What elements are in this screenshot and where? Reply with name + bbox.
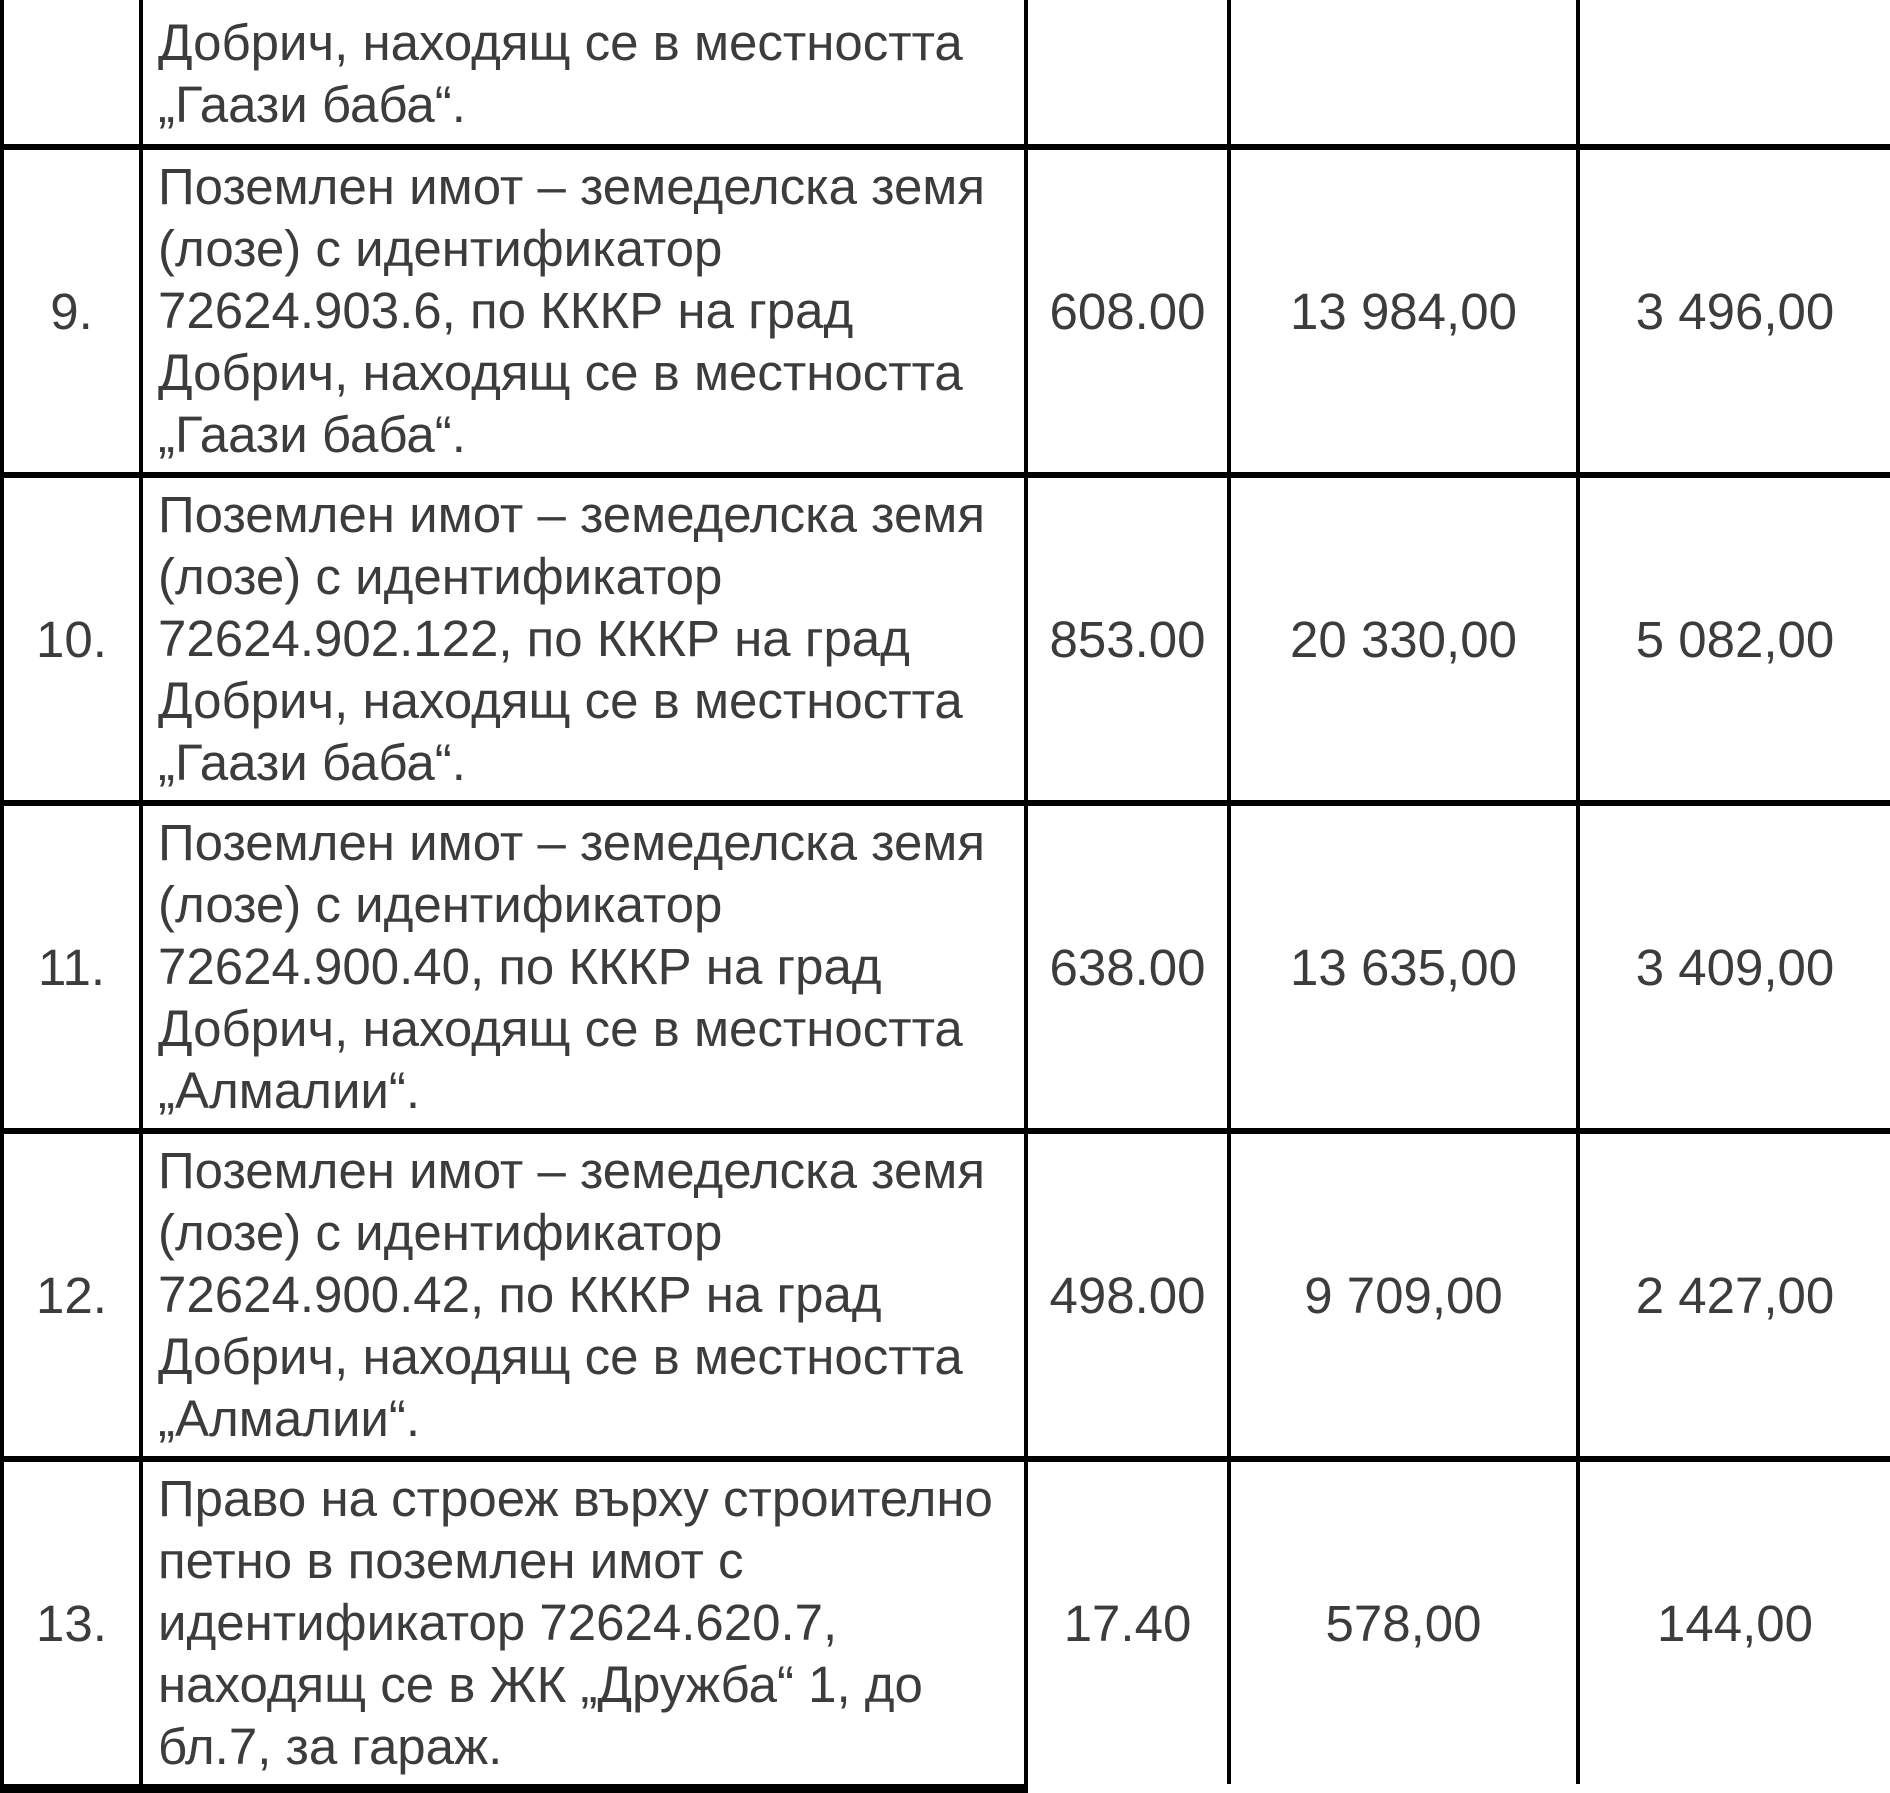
amount-cell: 5 082,00 — [1578, 475, 1890, 803]
area-cell — [1026, 0, 1229, 147]
row-number-cell: 9. — [2, 147, 141, 475]
amount-cell: 9 709,00 — [1229, 1131, 1578, 1459]
area-cell: 498.00 — [1026, 1131, 1229, 1459]
amount-cell: 144,00 — [1578, 1459, 1890, 1789]
amount-cell: 13 984,00 — [1229, 147, 1578, 475]
amount-cell: 578,00 — [1229, 1459, 1578, 1789]
description-cell: Добрич, находящ се в местността „Гаази баба“. — [141, 0, 1026, 147]
amount-cell — [1578, 0, 1890, 147]
table-row — [2, 475, 1890, 803]
row-number-cell: 11. — [2, 803, 141, 1131]
amount-cell: 2 427,00 — [1578, 1131, 1890, 1459]
table-row — [2, 1459, 1890, 1789]
description-cell: Право на строеж върху строително петно в поземлен имот с идентификатор 72624.620.7, находящ се в ЖК „Дружба“ 1, до бл.7, за гараж. — [141, 1459, 1026, 1789]
description-cell: Поземлен имот – земеделска земя (лозе) с идентификатор 72624.902.122, по КККР на град Добрич, находящ се в местността „Гаази баба“. — [141, 475, 1026, 803]
description-cell: Поземлен имот – земеделска земя (лозе) с идентификатор 72624.903.6, по КККР на град Добрич, находящ се в местността „Гаази баба“. — [141, 147, 1026, 475]
table-row — [2, 1131, 1890, 1459]
amount-cell: 20 330,00 — [1229, 475, 1578, 803]
amount-cell: 3 409,00 — [1578, 803, 1890, 1131]
row-number-cell: 10. — [2, 475, 141, 803]
area-cell: 853.00 — [1026, 475, 1229, 803]
area-cell: 638.00 — [1026, 803, 1229, 1131]
amount-cell: 13 635,00 — [1229, 803, 1578, 1131]
table-row — [2, 147, 1890, 475]
description-cell: Поземлен имот – земеделска земя (лозе) с идентификатор 72624.900.40, по КККР на град Добрич, находящ се в местността „Алмалии“. — [141, 803, 1026, 1131]
row-number-cell: 13. — [2, 1459, 141, 1789]
amount-cell: 3 496,00 — [1578, 147, 1890, 475]
amount-cell — [1229, 0, 1578, 147]
area-cell: 608.00 — [1026, 147, 1229, 475]
table-row-continued — [2, 0, 1890, 147]
description-cell: Поземлен имот – земеделска земя (лозе) с идентификатор 72624.900.42, по КККР на град Добрич, находящ се в местността „Алмалии“. — [141, 1131, 1026, 1459]
row-number-cell: 12. — [2, 1131, 141, 1459]
table-row — [2, 803, 1890, 1131]
area-cell: 17.40 — [1026, 1459, 1229, 1789]
row-number-cell — [2, 0, 141, 147]
